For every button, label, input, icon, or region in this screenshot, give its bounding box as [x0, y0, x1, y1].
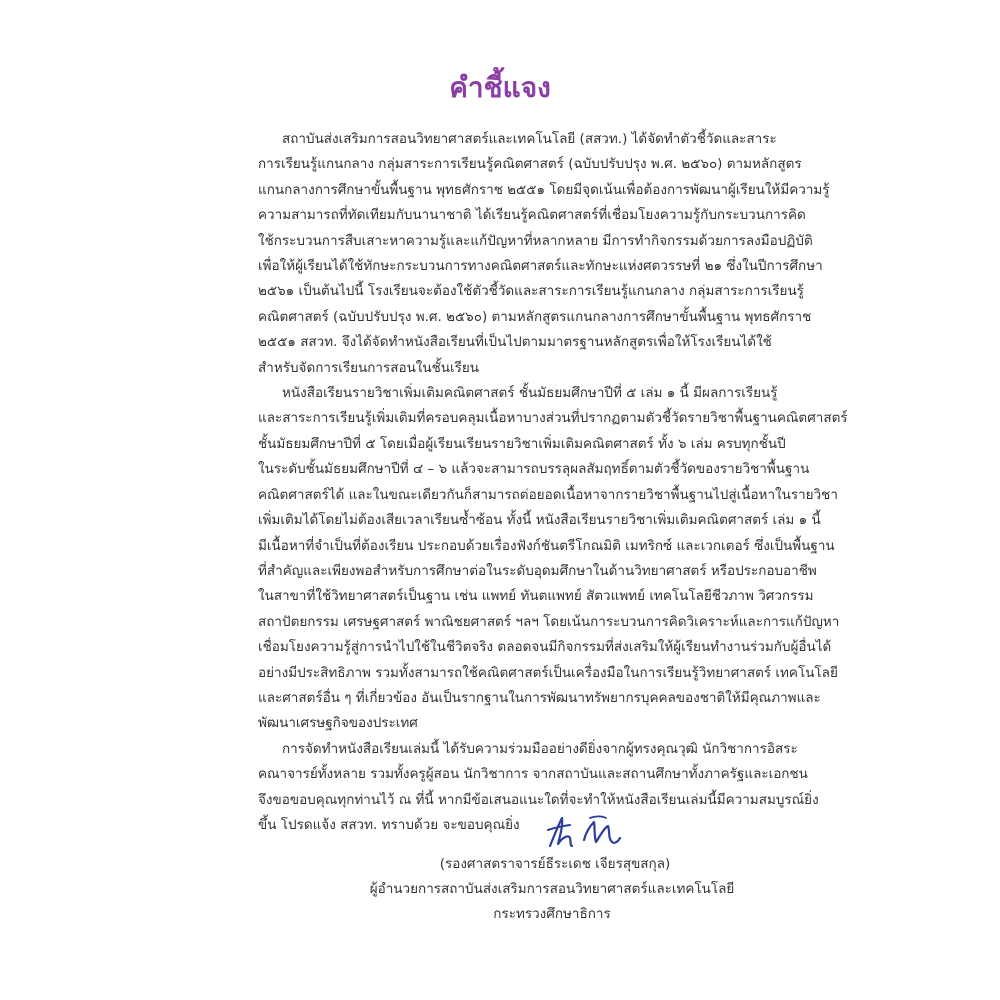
page-title: คำชี้แจง — [449, 71, 551, 104]
text-line: ชั้นมัธยมศึกษาปีที่ ๕ โดยเมื่อผู้เรียนเรียนรายวิชาเพิ่มเติมคณิตศาสตร์ ทั้ง ๖ เล่ม ครบทุกชั้นปี — [258, 435, 786, 452]
text-line: ความสามารถที่ทัดเทียมกับนานาชาติ ได้เรียนรู้คณิตศาสตร์ที่เชื่อมโยงความรู้กับกระบวนการคิด — [258, 207, 806, 224]
paragraph — [258, 381, 848, 737]
paragraph — [258, 127, 830, 381]
signatory-position: ผู้อำนวยการสถาบันส่งเสริมการสอนวิทยาศาสตร์และเทคโนโลยี — [369, 881, 735, 897]
text-line: สำหรับจัดการเรียนการสอนในชั้นเรียน — [258, 359, 480, 376]
text-line: แกนกลางการศึกษาขั้นพื้นฐาน พุทธศักราช ๒๕๕๑ โดยมีจุดเน้นเพื่อต้องการพัฒนาผู้เรียนให้มีความรู้ — [258, 181, 830, 198]
paragraph — [258, 737, 819, 839]
text-line: คณาจารย์ทั้งหลาย รวมทั้งครูผู้สอน นักวิชาการ จากสถาบันและสถานศึกษาทั้งภาครัฐและเอกชน — [258, 766, 808, 783]
handwritten-signature — [540, 808, 640, 858]
text-line: ๒๕๕๑ สสวท. จึงได้จัดทำหนังสือเรียนที่เป็นไปตามมาตรฐานหลักสูตรเพื่อให้โรงเรียนได้ใช้ — [258, 334, 772, 351]
text-line: พัฒนาเศรษฐกิจของประเทศ — [258, 715, 418, 732]
text-line: ที่สำคัญและเพียงพอสำหรับการศึกษาต่อในระดับอุดมศึกษาในด้านวิทยาศาสตร์ หรือประกอบอาชีพ — [258, 562, 817, 579]
signatory-organization: กระทรวงศึกษาธิการ — [493, 906, 611, 922]
text-line: เชื่อมโยงความรู้สู่การนำไปใช้ในชีวิตจริง ตลอดจนมีกิจกรรมที่ส่งเสริมให้ผู้เรียนทำงานร่วมกับผู้อื่นได้ — [258, 639, 832, 656]
text-line: ใช้กระบวนการสืบเสาะหาความรู้และแก้ปัญหาที่หลากหลาย มีการทำกิจกรรมด้วยการลงมือปฏิบัติ — [258, 232, 813, 249]
text-line: หนังสือเรียนรายวิชาเพิ่มเติมคณิตศาสตร์ ชั้นมัธยมศึกษาปีที่ ๕ เล่ม ๑ นี้ มีผลการเรียนรู้ — [282, 385, 778, 402]
text-line: และศาสตร์อื่น ๆ ที่เกี่ยวข้อง อันเป็นรากฐานในการพัฒนาทรัพยากรบุคคลของชาติให้มีคุณภาพและ — [258, 689, 821, 706]
signatory-name: (รองศาสตราจารย์ธีระเดช เจียรสุขสกุล) — [439, 856, 671, 872]
text-line: ในระดับชั้นมัธยมศึกษาปีที่ ๔ – ๖ แล้วจะสามารถบรรลุผลสัมฤทธิ์ตามตัวชี้วัดของรายวิชาพื้นฐาน — [258, 461, 810, 478]
text-line: สถาบันส่งเสริมการสอนวิทยาศาสตร์และเทคโนโลยี (สสวท.) ได้จัดทำตัวชี้วัดและสาระ — [282, 131, 777, 147]
text-line: คณิตศาสตร์ (ฉบับปรับปรุง พ.ศ. ๒๕๖๐) ตามหลักสูตรแกนกลางการศึกษาขั้นพื้นฐาน พุทธศักราช — [258, 308, 812, 325]
text-line: เพิ่มเติมได้โดยไม่ต้องเสียเวลาเรียนซ้ำซ้อน ทั้งนี้ หนังสือเรียนรายวิชาเพิ่มเติมคณิตศาสตร์ เล่ม ๑ นี้ — [258, 512, 821, 529]
text-line: ในสาขาที่ใช้วิทยาศาสตร์เป็นฐาน เช่น แพทย์ ทันตแพทย์ สัตวแพทย์ เทคโนโลยีชีวภาพ วิศวกรรม — [258, 588, 814, 605]
text-line: จึงขอขอบคุณทุกท่านไว้ ณ ที่นี้ หากมีข้อเสนอแนะใดที่จะทำให้หนังสือเรียนเล่มนี้มีความสมบูรณ์ยิ่ง — [258, 791, 819, 808]
text-line: ๒๕๖๑ เป็นต้นไปนี้ โรงเรียนจะต้องใช้ตัวชี้วัดและสาระการเรียนรู้แกนกลาง กลุ่มสาระการเรียนรู้ — [258, 283, 804, 300]
text-line: ขึ้น โปรดแจ้ง สสวท. ทราบด้วย จะขอบคุณยิ่ง — [258, 816, 520, 833]
text-line: เพื่อให้ผู้เรียนได้ใช้ทักษะกระบวนการทางคณิตศาสตร์และทักษะแห่งศตวรรษที่ ๒๑ ซึ่งในปีการศึกษา — [258, 258, 823, 275]
text-line: สถาปัตยกรรม เศรษฐศาสตร์ พาณิชยศาสตร์ ฯลฯ โดยเน้นการะบวนการคิดวิเคราะห์และการแก้ปัญหา — [258, 613, 840, 630]
text-line: คณิตศาสตร์ได้ และในขณะเดียวกันก็สามารถต่อยอดเนื้อหาจากรายวิชาพื้นฐานไปสู่เนื้อหาในรายวิชา — [258, 486, 838, 503]
text-line: อย่างมีประสิทธิภาพ รวมทั้งสามารถใช้คณิตศาสตร์เป็นเครื่องมือในการเรียนรู้วิทยาศาสตร์ เทคโนโลยี — [258, 664, 838, 681]
text-line: มีเนื้อหาที่จำเป็นที่ต้องเรียน ประกอบด้วยเรื่องฟังก์ชันตรีโกณมิติ เมทริกซ์ และเวกเตอร์ ซึ่งเป็นพื้นฐาน — [258, 537, 835, 554]
text-line: การจัดทำหนังสือเรียนเล่มนี้ ได้รับความร่วมมืออย่างดียิ่งจากผู้ทรงคุณวุฒิ นักวิชาการอิสระ — [282, 740, 798, 757]
text-line: และสาระการเรียนรู้เพิ่มเติมที่ครอบคลุมเนื้อหาบางส่วนที่ปรากฏตามตัวชี้วัดรายวิชาพื้นฐานคณิตศาสตร์ — [258, 410, 848, 427]
text-line: การเรียนรู้แกนกลาง กลุ่มสาระการเรียนรู้คณิตศาสตร์ (ฉบับปรับปรุง พ.ศ. ๒๕๖๐) ตามหลักสูตร — [258, 156, 802, 173]
body-text — [258, 127, 848, 838]
